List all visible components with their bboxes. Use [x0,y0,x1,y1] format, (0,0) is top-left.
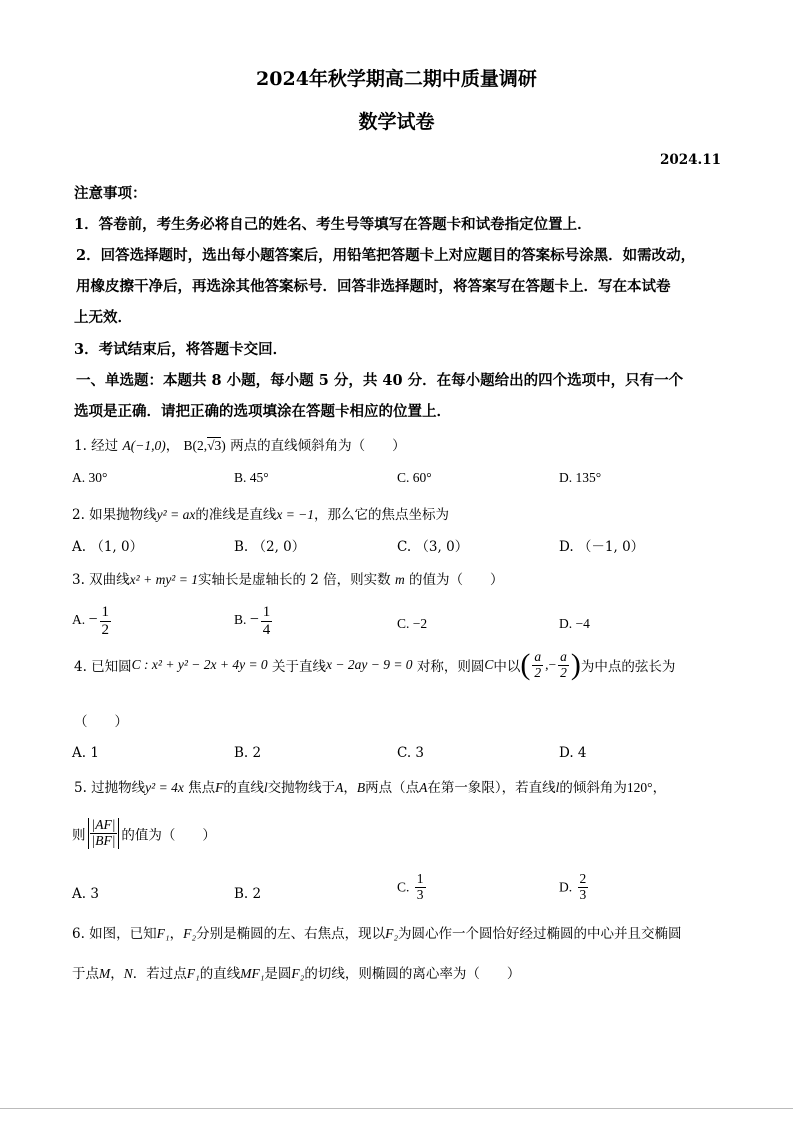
notice-item-2-line-3: 上无效． [74,309,132,326]
q4-option-c[interactable]: C. 3 [397,745,425,761]
q5-option-b[interactable]: B. 2 [234,886,262,902]
q3-option-a[interactable]: A. − $\frac{1}{2}$ [72,604,110,638]
notice-heading: 注意事项： [74,185,147,202]
page-bottom-divider [0,1108,793,1109]
notice-item-2-line-1: 2．回答选择题时，选出每小题答案后，用铅笔把答题卡上对应题目的答案标号涂黑．如需改动， [76,247,696,264]
q5-option-c[interactable]: C. $\frac{1}{3}$ [397,871,424,902]
question-2: 2. 如果抛物线y² = ax的准线是直线x = −1，那么它的焦点坐标为 [72,507,450,523]
q1-prefix: 1. 经过 [74,438,119,454]
q3-option-b[interactable]: B. − $\frac{1}{4}$ [234,604,271,638]
question-6: 6. 如图，已知F₁，F₂分别是椭圆的左、右焦点，现以F₂为圆心作一个圆恰好经过椭圆的中心并且交椭圆 [72,926,682,942]
question-4: 4. 已知圆C : x² + y² − 2x + 4y = 0 关于直线x − 2ay − 9 = 0 对称，则圆C中以( $\frac{a}{2}$ ,− $\frac{a}{2}$ )为中点的弦长为 [74,648,676,681]
q5-line-2: 则 $\frac{|AF|}{|BF|}$ 的值为（ ） [72,817,216,848]
question-3: 3. 双曲线x² + my² = 1实轴长是虚轴长的 2 倍，则实数 m 的值为（ ） [72,572,504,588]
exam-date: 2024.11 [659,152,721,168]
q2-option-c[interactable]: C. （3, 0） [397,539,469,555]
q3-option-d[interactable]: D. −4 [559,616,590,631]
notice-item-1: 1．答卷前，考生务必将自己的姓名、考生号等填写在答题卡和试卷指定位置上． [74,216,592,233]
q5-equation: y² = 4x [145,780,184,795]
q3-var-m: m [394,572,405,587]
q2-option-a[interactable]: A. （1, 0） [72,539,144,555]
q4-option-d[interactable]: D. 4 [559,745,587,761]
q4-circle: C : x² + y² − 2x + 4y = 0 [131,657,268,672]
q1-option-a[interactable]: A. 30° [72,470,108,485]
question-1 [74,434,406,454]
section-1-line-2: 选项是正确．请把正确的选项填涂在答题卡相应的位置上． [74,403,451,420]
q1-sep: ， [165,438,180,454]
q1-option-b[interactable]: B. 45° [234,470,269,485]
q1-point-b: B(2,√3) [183,438,226,453]
q3-equation: x² + my² = 1 [129,572,198,587]
q2-line: x = −1 [276,507,315,522]
q6-line-2: 于点M，N．若过点F₁的直线MF₁是圆F₂的切线，则椭圆的离心率为（ ） [72,966,521,982]
notice-item-3: 3．考试结束后，将答题卡交回． [74,341,288,358]
page-subtitle: 数学试卷 [358,111,435,133]
q5-option-a[interactable]: A. 3 [72,886,99,902]
q5-option-d[interactable]: D. $\frac{2}{3}$ [559,871,587,902]
q1-suffix: 两点的直线倾斜角为（ ） [230,438,406,454]
q2-option-b[interactable]: B. （2, 0） [234,539,306,555]
q1-option-c[interactable]: C. 60° [397,470,432,485]
q1-point-a: A(−1,0) [122,438,166,453]
q2-equation: y² = ax [156,507,196,522]
notice-item-2-line-2: 用橡皮擦干净后，再选涂其他答案标号．回答非选择题时，将答案写在答题卡上．写在本试卷 [76,278,671,295]
question-5: 5. 过抛物线y² = 4x 焦点F的直线l交抛物线于A，B两点（点A在第一象限），若直线l的倾斜角为120°， [74,780,667,796]
section-1-line-1: 一、单选题：本题共 8 小题，每小题 5 分，共 40 分．在每小题给出的四个选项中，只有一个 [76,372,684,389]
q1-option-d[interactable]: D. 135° [559,470,602,485]
q4-option-a[interactable]: A. 1 [72,745,99,761]
q4-option-b[interactable]: B. 2 [234,745,262,761]
q4-line: x − 2ay − 9 = 0 [325,657,413,672]
q2-option-d[interactable]: D. （－1, 0） [559,539,645,555]
q3-option-c[interactable]: C. −2 [397,616,428,631]
page-title: 2024年秋学期高二期中质量调研 [256,68,537,90]
q4-blank: （ ） [74,714,128,730]
